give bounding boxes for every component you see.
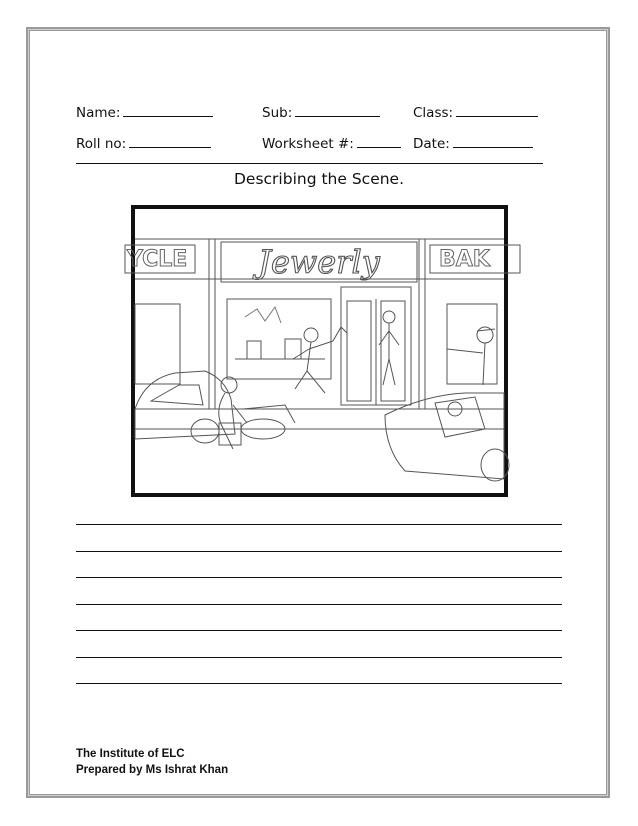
class-blank[interactable] bbox=[456, 104, 538, 117]
date-blank[interactable] bbox=[453, 135, 533, 148]
scene-illustration bbox=[127, 205, 508, 497]
writing-line[interactable] bbox=[76, 683, 562, 684]
writing-line[interactable] bbox=[76, 577, 562, 578]
scene-drawing bbox=[127, 209, 504, 493]
name-label: Name: bbox=[76, 105, 121, 121]
name-blank[interactable] bbox=[123, 104, 213, 117]
scene-sign-right: BAK bbox=[439, 247, 490, 272]
writing-line[interactable] bbox=[76, 551, 562, 552]
name-field[interactable] bbox=[76, 104, 213, 121]
worksheet-field[interactable] bbox=[262, 135, 401, 152]
writing-line[interactable] bbox=[76, 604, 562, 605]
writing-line[interactable] bbox=[76, 524, 562, 525]
sub-blank[interactable] bbox=[295, 104, 380, 117]
subject-field[interactable] bbox=[262, 104, 380, 121]
date-field[interactable] bbox=[413, 135, 533, 152]
footer-prepared-by: Prepared by Ms Ishrat Khan bbox=[76, 764, 229, 776]
writing-line[interactable] bbox=[76, 630, 562, 631]
footer-institute: The Institute of ELC bbox=[76, 748, 185, 760]
sub-label: Sub: bbox=[262, 105, 293, 121]
worksheet-title: Describing the Scene. bbox=[233, 170, 405, 188]
date-label: Date: bbox=[413, 136, 450, 152]
header-rule bbox=[76, 163, 543, 164]
scene-sign-jewelry: Jewerly bbox=[258, 243, 380, 281]
writing-line[interactable] bbox=[76, 657, 562, 658]
class-label: Class: bbox=[413, 105, 454, 121]
roll-label: Roll no: bbox=[76, 136, 127, 152]
worksheet-label: Worksheet #: bbox=[262, 136, 354, 152]
roll-field[interactable] bbox=[76, 135, 211, 152]
worksheet-blank[interactable] bbox=[357, 135, 401, 148]
class-field[interactable] bbox=[413, 104, 538, 121]
roll-blank[interactable] bbox=[129, 135, 211, 148]
scene-sign-left: YCLE bbox=[127, 247, 188, 272]
